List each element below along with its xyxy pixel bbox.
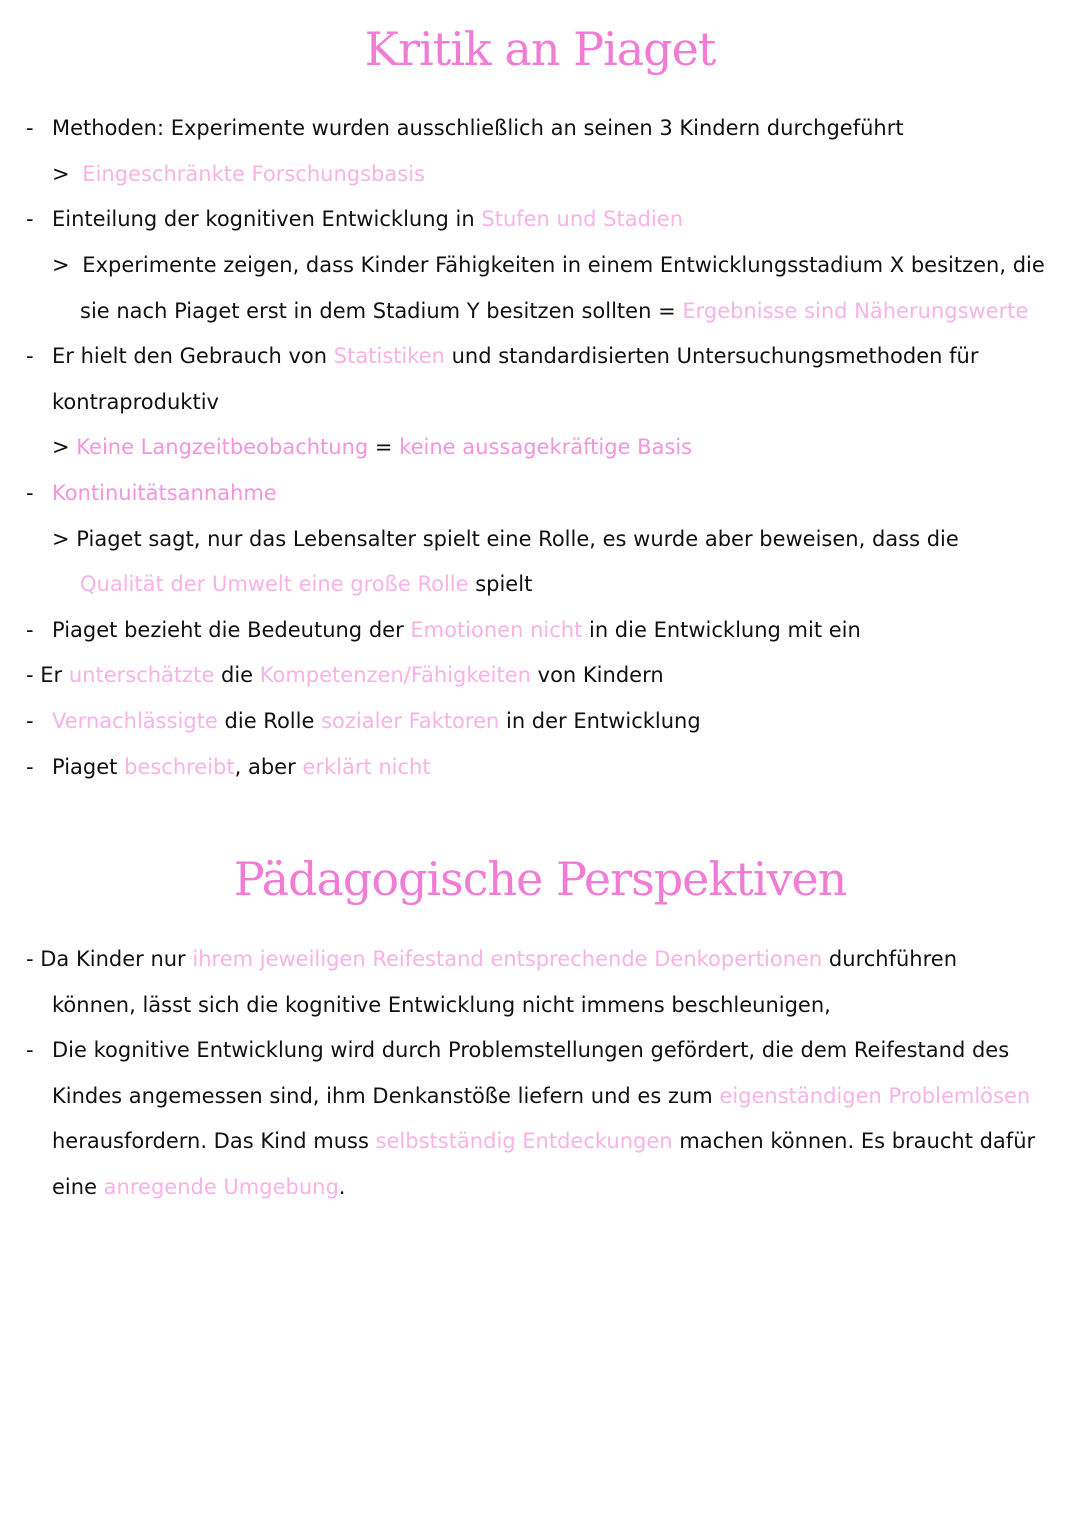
highlight-text: keine aussagekräftige Basis: [399, 435, 693, 459]
text-span: - Da Kinder nur: [26, 947, 193, 971]
text-line: [52, 1035, 1009, 1065]
arrow-marker: >: [52, 435, 70, 459]
arrow-marker: >: [52, 527, 70, 551]
highlight-text: beschreibt: [124, 755, 235, 779]
text-line: [52, 752, 431, 782]
text-span: kontraproduktiv: [52, 390, 219, 414]
highlight-text: erklärt nicht: [302, 755, 431, 779]
highlight-text: Ergebnisse sind Näherungswerte: [682, 299, 1029, 323]
highlight-text: Vernachlässigte: [52, 709, 218, 733]
highlight-text: sozialer Faktoren: [321, 709, 500, 733]
text-line: [52, 1081, 1030, 1111]
bullet-dash: -: [26, 207, 34, 231]
text-line: [80, 569, 532, 599]
text-span: Methoden: Experimente wurden ausschließlich an seinen 3 Kindern durchgeführt: [52, 116, 904, 140]
text-span: machen können. Es braucht dafür: [672, 1129, 1036, 1153]
highlight-text: Statistiken: [333, 344, 445, 368]
bullet-dash: -: [26, 755, 34, 779]
page-title-kritik: Kritik an Piaget: [364, 22, 716, 76]
text-line: [52, 615, 861, 645]
text-span: herausfordern. Das Kind muss: [52, 1129, 376, 1153]
text-span: Er hielt den Gebrauch von: [52, 344, 334, 368]
text-span: sie nach Piaget erst in dem Stadium Y besitzen sollten =: [80, 299, 683, 323]
text-span: die: [214, 663, 260, 687]
arrow-marker: >: [52, 253, 70, 277]
text-span: Piaget bezieht die Bedeutung der: [52, 618, 411, 642]
text-span: .: [338, 1175, 346, 1199]
text-span: Piaget sagt, nur das Lebensalter spielt eine Rolle, es wurde aber beweisen, dass die: [76, 527, 959, 551]
highlight-text: unterschätzte: [68, 663, 215, 687]
text-span: und standardisierten Untersuchungsmethoden für: [444, 344, 979, 368]
highlight-text: Stufen und Stadien: [481, 207, 683, 231]
text-span: durchführen: [822, 947, 958, 971]
highlight-text: Emotionen nicht: [410, 618, 583, 642]
bullet-dash: -: [26, 709, 34, 733]
highlight-text: eigenständigen Problemlösen: [719, 1084, 1031, 1108]
text-span: =: [368, 435, 400, 459]
text-line: [52, 250, 1045, 280]
text-line: [52, 341, 978, 371]
text-span: Kindes angemessen sind, ihm Denkanstöße liefern und es zum: [52, 1084, 720, 1108]
highlight-text: Kompetenzen/Fähigkeiten: [259, 663, 531, 687]
highlight-text: ihrem jeweiligen Reifestand entsprechende Denkopertionen: [192, 947, 823, 971]
text-span: die Rolle: [217, 709, 322, 733]
bullet-dash: -: [26, 618, 34, 642]
text-line: [52, 432, 692, 462]
text-span: Einteilung der kognitiven Entwicklung in: [52, 207, 482, 231]
text-line: [52, 478, 277, 508]
bullet-dash: -: [26, 116, 34, 140]
bullet-dash: -: [26, 1038, 34, 1062]
text-line: [52, 159, 425, 189]
bullet-dash: -: [26, 481, 34, 505]
text-span: Experimente zeigen, dass Kinder Fähigkeiten in einem Entwicklungsstadium X besitzen, die: [82, 253, 1045, 277]
highlight-text: Kontinuitätsannahme: [52, 481, 277, 505]
text-line: [26, 660, 664, 690]
text-line: [52, 113, 904, 143]
text-span: in die Entwicklung mit ein: [582, 618, 861, 642]
arrow-marker: >: [52, 162, 70, 186]
bullet-dash: -: [26, 344, 34, 368]
text-line: [52, 1126, 1035, 1156]
highlight-text: Qualität der Umwelt eine große Rolle: [80, 572, 469, 596]
text-span: Die kognitive Entwicklung wird durch Problemstellungen gefördert, die dem Reifestand des: [52, 1038, 1010, 1062]
highlight-text: Eingeschränkte Forschungsbasis: [82, 162, 425, 186]
text-span: von Kindern: [530, 663, 664, 687]
text-span: - Er: [26, 663, 69, 687]
text-line: [52, 1172, 345, 1202]
text-span: können, lässt sich die kognitive Entwicklung nicht immens beschleunigen,: [52, 993, 831, 1017]
page-title-perspektiven: Pädagogische Perspektiven: [233, 852, 847, 906]
text-line: [26, 944, 957, 974]
text-span: in der Entwicklung: [499, 709, 701, 733]
highlight-text: anregende Umgebung: [103, 1175, 339, 1199]
highlight-text: selbstständig Entdeckungen: [375, 1129, 673, 1153]
text-span: eine: [52, 1175, 104, 1199]
highlight-text: Keine Langzeitbeobachtung: [76, 435, 369, 459]
text-span: spielt: [468, 572, 533, 596]
text-line: [52, 706, 701, 736]
text-line: [52, 204, 683, 234]
text-line: [52, 524, 959, 554]
text-span: Piaget: [52, 755, 125, 779]
text-line: [52, 990, 831, 1020]
text-line: [52, 387, 219, 417]
text-line: [80, 296, 1028, 326]
text-span: , aber: [234, 755, 303, 779]
